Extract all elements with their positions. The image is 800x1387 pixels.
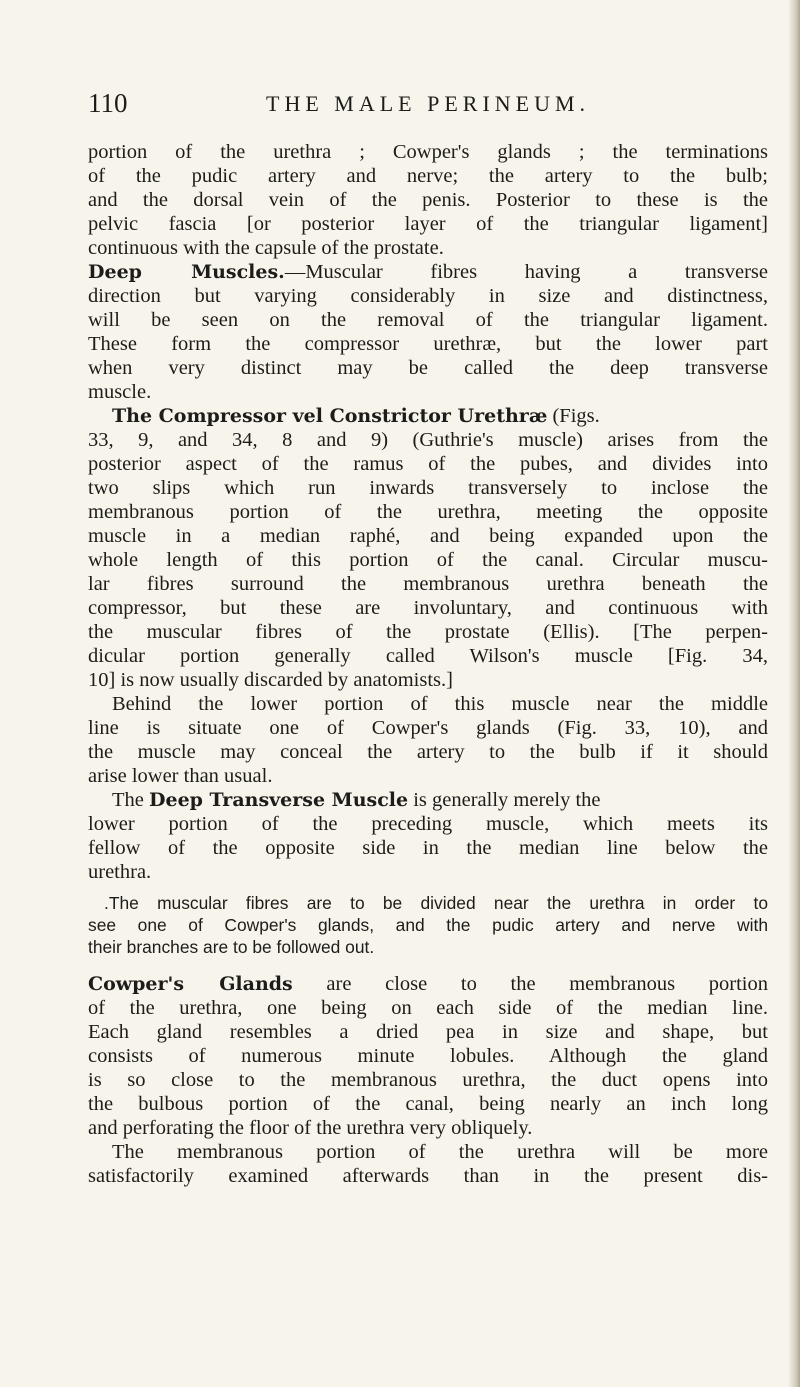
text-run: is generally merely the bbox=[408, 789, 601, 811]
text-line bbox=[88, 788, 768, 812]
text-run: —Muscular fibres having a transverse bbox=[284, 261, 768, 283]
text-line: urethra. bbox=[88, 861, 152, 883]
body-text bbox=[88, 140, 768, 1188]
dissection-note bbox=[88, 892, 768, 958]
text-line: muscle in a median raphé, and being expanded upon the bbox=[88, 525, 768, 547]
text-line: is so close to the membranous urethra, the duct opens into bbox=[88, 1069, 768, 1091]
section-heading: The Compressor vel Constrictor Urethræ bbox=[112, 405, 548, 427]
text-line: consists of numerous minute lobules. Although the gland bbox=[88, 1045, 768, 1067]
text-line: fellow of the opposite side in the median line below the bbox=[88, 837, 768, 859]
text-line: 33, 9, and 34, 8 and 9) (Guthrie's muscle) arises from the bbox=[88, 429, 768, 451]
text-line: and the dorsal vein of the penis. Posterior to these is the bbox=[88, 189, 768, 211]
text-line bbox=[88, 972, 768, 996]
text-line: will be seen on the removal of the triangular ligament. bbox=[88, 309, 768, 331]
text-line: membranous portion of the urethra, meeting the opposite bbox=[88, 501, 768, 523]
text-line: the bulbous portion of the canal, being nearly an inch long bbox=[88, 1093, 768, 1115]
text-line: line is situate one of Cowper's glands (Fig. 33, 10), and bbox=[88, 717, 768, 739]
text-line: The membranous portion of the urethra will be more bbox=[112, 1141, 768, 1163]
text-line: posterior aspect of the ramus of the pubes, and divides into bbox=[88, 453, 768, 475]
text-line: and perforating the floor of the urethra very obliquely. bbox=[88, 1117, 533, 1139]
note-line: see one of Cowper's glands, and the pudic artery and nerve with bbox=[88, 915, 768, 935]
text-line: of the urethra, one being on each side of the median line. bbox=[88, 997, 768, 1019]
text-line: satisfactorily examined afterwards than in the present dis- bbox=[88, 1165, 768, 1187]
text-line: two slips which run inwards transversely to inclose the bbox=[88, 477, 768, 499]
text-line: portion of the urethra ; Cowper's glands ; the terminations bbox=[88, 141, 768, 163]
paragraph bbox=[88, 1140, 768, 1188]
text-line: Behind the lower portion of this muscle near the middle bbox=[112, 693, 768, 715]
text-line bbox=[88, 260, 768, 284]
text-line: Each gland resembles a dried pea in size and shape, but bbox=[88, 1021, 768, 1043]
text-line: pelvic fascia [or posterior layer of the triangular ligament] bbox=[88, 213, 768, 235]
paragraph bbox=[88, 692, 768, 788]
text-line: compressor, but these are involuntary, and continuous with bbox=[88, 597, 768, 619]
paragraph bbox=[88, 140, 768, 260]
text-line: when very distinct may be called the deep transverse bbox=[88, 357, 768, 379]
text-line: 10] is now usually discarded by anatomists.] bbox=[88, 669, 453, 691]
page-header bbox=[88, 88, 768, 128]
text-line: lar fibres surround the membranous urethra beneath the bbox=[88, 573, 768, 595]
text-run: are close to the membranous portion bbox=[292, 973, 769, 995]
page-edge bbox=[788, 0, 800, 1387]
page-number: 110 bbox=[88, 88, 128, 118]
note-line: their branches are to be followed out. bbox=[88, 937, 375, 957]
text-line: lower portion of the preceding muscle, which meets its bbox=[88, 813, 768, 835]
text-line bbox=[88, 404, 768, 428]
text-line: muscle. bbox=[88, 381, 152, 403]
text-line: the muscular fibres of the prostate (Ellis). [The perpen- bbox=[88, 621, 768, 643]
section-heading: Cowper's Glands bbox=[88, 973, 293, 995]
section-heading: Deep Transverse Muscle bbox=[149, 789, 409, 811]
paragraph bbox=[88, 260, 768, 404]
paragraph bbox=[88, 788, 768, 884]
note-line: .The muscular fibres are to be divided near the urethra in order to bbox=[104, 893, 768, 913]
paragraph bbox=[88, 972, 768, 1140]
text-line: direction but varying considerably in size and distinctness, bbox=[88, 285, 768, 307]
section-heading: Deep Muscles. bbox=[88, 261, 285, 283]
running-head: THE MALE PERINEUM. bbox=[266, 91, 591, 116]
text-line: the muscle may conceal the artery to the bulb if it should bbox=[88, 741, 768, 763]
text-line: dicular portion generally called Wilson's muscle [Fig. 34, bbox=[88, 645, 768, 667]
paragraph bbox=[88, 404, 768, 692]
text-run: (Figs. bbox=[547, 405, 600, 427]
text-line: arise lower than usual. bbox=[88, 765, 273, 787]
text-line: These form the compressor urethræ, but the lower part bbox=[88, 333, 768, 355]
text-line: of the pudic artery and nerve; the artery to the bulb; bbox=[88, 165, 768, 187]
text-line: continuous with the capsule of the prostate. bbox=[88, 237, 444, 259]
text-line: whole length of this portion of the canal. Circular muscu- bbox=[88, 549, 768, 571]
text-run: The bbox=[112, 789, 149, 811]
